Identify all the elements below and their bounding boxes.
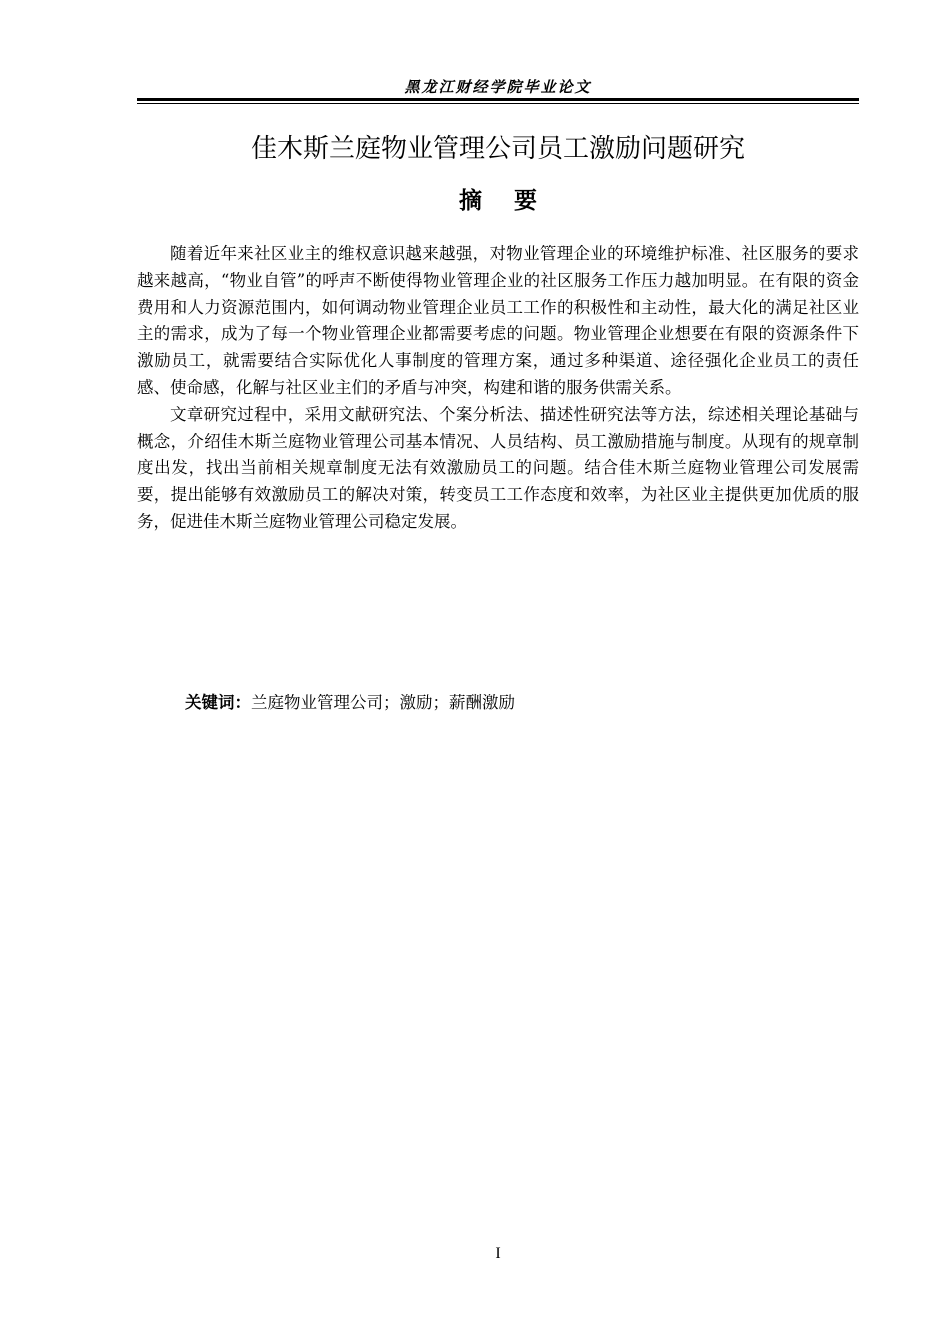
document-title: 佳木斯兰庭物业管理公司员工激励问题研究 — [250, 134, 745, 164]
abstract-paragraph-1: 随着近年来社区业主的维权意识越来越强，对物业管理企业的环境维护标准、社区服务的要求越来越高，“物业自管”的呼声不断使得物业管理企业的社区服务工作压力越加明显。在有限的资金费用和人力资源范围内，如何调动物业管理企业员工工作的积极性和主动性，最大化的满足社区业主的需求，成为了每一个物业管理企业都需要考虑的问题。物业管理企业想要在有限的资源条件下激励员工，就需要结合实际优化人事制度的管理方案，通过多种渠道、途径强化企业员工的责任感、使命感，化解与社区业主们的矛盾与冲突，构建和谐的服务供需关系。 — [137, 244, 859, 397]
keywords-line — [185, 690, 515, 716]
abstract-paragraph-2: 文章研究过程中，采用文献研究法、个案分析法、描述性研究法等方法，综述相关理论基础与概念，介绍佳木斯兰庭物业管理公司基本情况、人员结构、员工激励措施与制度。从现有的规章制度出发，找出当前相关规章制度无法有效激励员工的问题。结合佳木斯兰庭物业管理公司发展需要，提出能够有效激励员工的解决对策，转变员工工作态度和效率，为社区业主提供更加优质的服务，促进佳木斯兰庭物业管理公司稳定发展。 — [137, 404, 859, 531]
keywords-value: 兰庭物业管理公司；激励；薪酬激励 — [251, 693, 515, 712]
header-rule-thick — [137, 98, 859, 101]
page-number: I — [495, 1245, 501, 1262]
keywords-label: 关键词： — [185, 693, 251, 712]
header-rule-thin — [137, 103, 859, 104]
abstract-heading: 摘 要 — [458, 188, 538, 214]
running-header: 黑龙江财经学院毕业论文 — [404, 78, 592, 96]
abstract-body — [137, 241, 859, 536]
